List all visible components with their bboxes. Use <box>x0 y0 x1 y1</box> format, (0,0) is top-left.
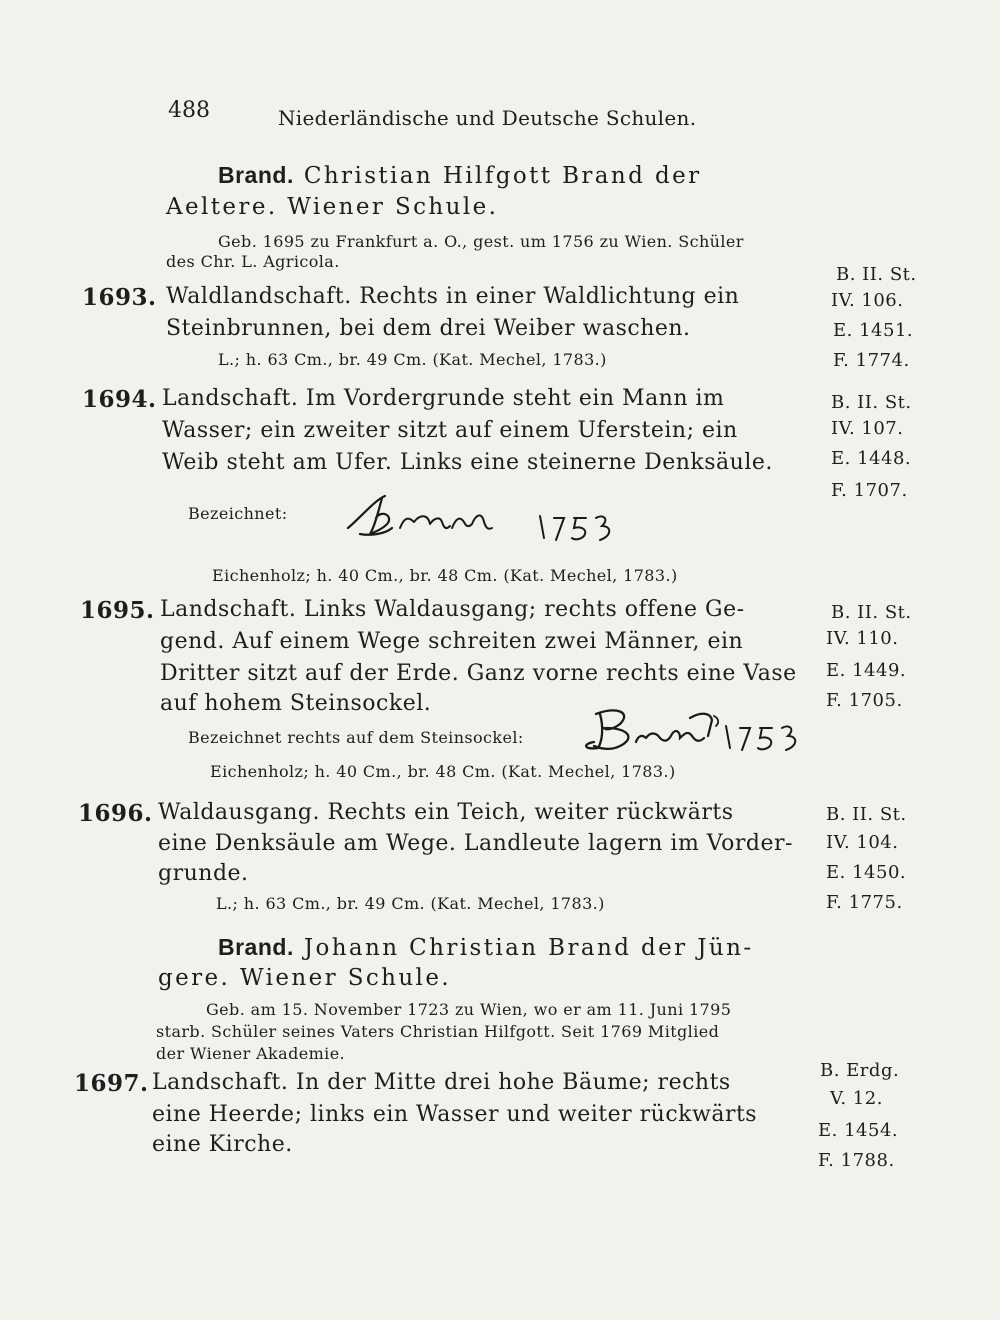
lot-text-line: eine Denksäule am Wege. Landleute lagern im Vorder- <box>158 831 793 856</box>
artist-bio-line: Geb. 1695 zu Frankfurt a. O., gest. um 1756 zu Wien. Schüler <box>218 232 744 251</box>
page-number: 488 <box>168 98 210 123</box>
signature-image <box>330 488 640 552</box>
lot-number: 1694. <box>82 386 157 413</box>
lot-text-line: Landschaft. In der Mitte drei hohe Bäume; rechts <box>152 1070 731 1095</box>
lot-reference: E. 1450. <box>826 862 907 883</box>
lot-reference: F. 1788. <box>818 1150 895 1171</box>
lot-text-line: eine Kirche. <box>152 1132 293 1157</box>
lot-reference: F. 1774. <box>833 350 910 371</box>
lot-reference: IV. 106. <box>831 290 904 311</box>
lot-reference: F. 1707. <box>831 480 908 501</box>
lot-text-line: auf hohem Steinsockel. <box>160 691 432 716</box>
artist-bio-line: der Wiener Akademie. <box>156 1044 346 1063</box>
lot-text-line: Landschaft. Im Vordergrunde steht ein Mann im <box>162 386 725 411</box>
running-title: Niederländische und Deutsche Schulen. <box>278 106 697 130</box>
signature-label: Bezeichnet: <box>188 504 288 523</box>
artist-title-line: Johann Christian Brand der Jün- <box>303 935 754 961</box>
artist-name: Brand. <box>218 162 294 188</box>
lot-reference: B. Erdg. <box>820 1060 900 1081</box>
lot-reference: B. II. St. <box>831 602 912 623</box>
lot-text-line: gend. Auf einem Wege schreiten zwei Männer, ein <box>160 629 744 654</box>
lot-reference: F. 1775. <box>826 892 903 913</box>
artist-bio-line: Geb. am 15. November 1723 zu Wien, wo er am 11. Juni 1795 <box>206 1000 732 1019</box>
lot-number: 1695. <box>80 597 155 624</box>
lot-details: L.; h. 63 Cm., br. 49 Cm. (Kat. Mechel, 1783.) <box>218 350 607 369</box>
lot-details: Eichenholz; h. 40 Cm., br. 48 Cm. (Kat. Mechel, 1783.) <box>212 566 678 585</box>
handwritten-signature <box>330 488 640 548</box>
signature-label: Bezeichnet rechts auf dem Steinsockel: <box>188 728 524 747</box>
lot-text-line: Landschaft. Links Waldausgang; rechts offene Ge- <box>160 597 745 622</box>
lot-reference: B. II. St. <box>831 392 912 413</box>
lot-details: Eichenholz; h. 40 Cm., br. 48 Cm. (Kat. Mechel, 1783.) <box>210 762 676 781</box>
signature-image <box>580 698 820 766</box>
artist-bio-line: starb. Schüler seines Vaters Christian Hilfgott. Seit 1769 Mitglied <box>156 1022 720 1041</box>
artist-name: Brand. <box>218 934 294 960</box>
lot-reference: E. 1449. <box>826 660 907 681</box>
lot-reference: E. 1451. <box>833 320 914 341</box>
lot-reference: B. II. St. <box>836 264 917 285</box>
lot-text-line: Waldlandschaft. Rechts in einer Waldlichtung ein <box>166 284 740 309</box>
lot-reference: IV. 107. <box>831 418 904 439</box>
lot-text-line: Wasser; ein zweiter sitzt auf einem Uferstein; ein <box>162 418 738 443</box>
lot-text-line: Weib steht am Ufer. Links eine steinerne Denksäule. <box>162 450 773 475</box>
lot-reference: IV. 110. <box>826 628 899 649</box>
handwritten-signature <box>580 698 820 762</box>
lot-number: 1693. <box>82 284 157 311</box>
lot-number: 1697. <box>74 1070 149 1097</box>
artist-bio-line: des Chr. L. Agricola. <box>166 252 340 271</box>
lot-text-line: eine Heerde; links ein Wasser und weiter rückwärts <box>152 1102 758 1127</box>
lot-reference: F. 1705. <box>826 690 903 711</box>
lot-reference: IV. 104. <box>826 832 899 853</box>
lot-text-line: grunde. <box>158 861 249 886</box>
artist-title-line: Aeltere. Wiener Schule. <box>166 194 499 220</box>
lot-text-line: Waldausgang. Rechts ein Teich, weiter rückwärts <box>158 800 734 825</box>
lot-text-line: Steinbrunnen, bei dem drei Weiber waschen. <box>166 316 691 341</box>
lot-reference: V. 12. <box>830 1088 883 1109</box>
artist-heading-1 <box>218 162 701 189</box>
artist-heading-2 <box>218 934 754 961</box>
lot-number: 1696. <box>78 800 153 827</box>
lot-reference: B. II. St. <box>826 804 907 825</box>
artist-title-line: Christian Hilfgott Brand der <box>303 163 702 189</box>
lot-text-line: Dritter sitzt auf der Erde. Ganz vorne rechts eine Vase <box>160 661 797 686</box>
lot-reference: E. 1448. <box>831 448 912 469</box>
lot-details: L.; h. 63 Cm., br. 49 Cm. (Kat. Mechel, 1783.) <box>216 894 605 913</box>
lot-reference: E. 1454. <box>818 1120 899 1141</box>
artist-title-line: gere. Wiener Schule. <box>158 965 452 991</box>
